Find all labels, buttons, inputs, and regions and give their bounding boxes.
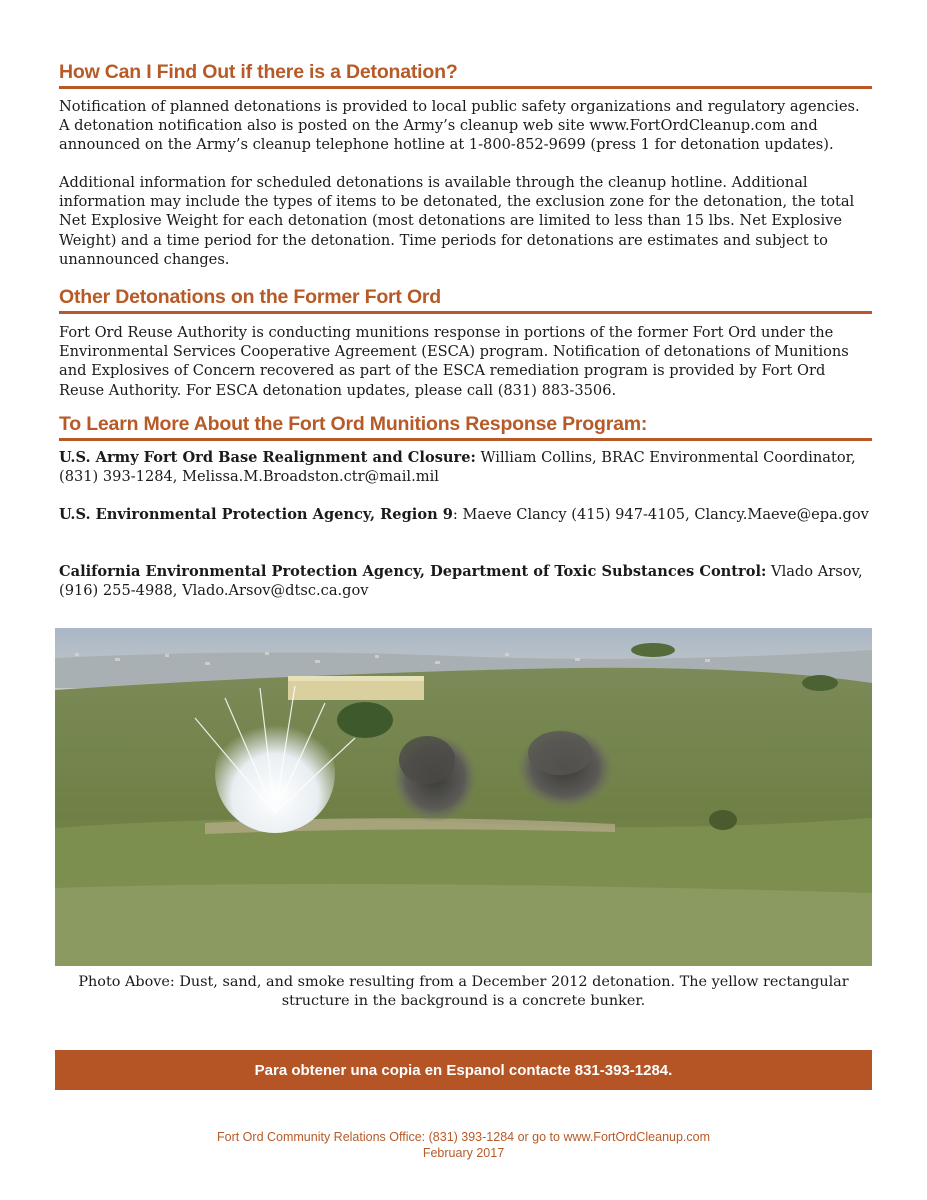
section-heading-learn-more: To Learn More About the Fort Ord Munitions Response Program: [59, 412, 872, 441]
detonation-photo [55, 628, 872, 966]
esca-paragraph: Fort Ord Reuse Authority is conducting munitions response in portions of the former Fort Ord under the Environmental Services Cooperative Agreement (ESCA) program. Notification of detonations of Munitions and Explosives of Concern recovered as part of the ESCA remediation program is provided by Fort Ord Reuse Authority. For ESCA detonation updates, please call (831) 883-3506. [59, 324, 849, 399]
section-heading-other-detonations: Other Detonations on the Former Fort Ord [59, 285, 872, 314]
additional-info-paragraph: Additional information for scheduled detonations is available through the cleanup hotline. Additional information may include the types of items to be detonated, the exclusion zone for the detonation, the total Net Explosive Weight for each detonation (most detonations are limited to less than 15 lbs. Net Explosive Weight) and a time period for the detonation. Time periods for detonations are estimates and subject to unannounced changes. [59, 174, 855, 268]
contact-army-brac [59, 448, 872, 486]
spanish-copy-banner: Para obtener una copia en Espanol contacte 831-393-1284. [55, 1050, 872, 1090]
footer-contact-line: Fort Ord Community Relations Office: (831) 393-1284 or go to www.FortOrdCleanup.com [216, 1130, 711, 1144]
section-heading-detonation-info: How Can I Find Out if there is a Detonation? [59, 60, 872, 89]
contact-epa [59, 505, 872, 524]
contact-details: William Collins, BRAC Environmental Coordinator, (831) 393-1284, Melissa.M.Broadston.ctr@mail.mil [59, 449, 856, 486]
contact-org: U.S. Army Fort Ord Base Realignment and Closure: [59, 449, 476, 466]
footer [0, 1129, 927, 1161]
contact-details: : Maeve Clancy (415) 947-4105, Clancy.Maeve@epa.gov [452, 506, 869, 523]
contact-org: California Environmental Protection Agency, Department of Toxic Substances Control: [59, 563, 767, 580]
detonation-notification-paragraph: Notification of planned detonations is provided to local public safety organizations and regulatory agencies. A detonation notification also is posted on the Army’s cleanup web site www.FortOrdCleanup.com and announced on the Army’s cleanup telephone hotline at 1-800-852-9699 (press 1 for detonation updates). [59, 98, 860, 154]
contact-org: U.S. Environmental Protection Agency, Region 9 [59, 506, 453, 523]
photo-caption: Photo Above: Dust, sand, and smoke resulting from a December 2012 detonation. The yellow rectangular structure in the background is a concrete bunker. [78, 974, 849, 1009]
contact-details: Vlado Arsov, (916) 255-4988, Vlado.Arsov@dtsc.ca.gov [59, 563, 863, 600]
contact-dtsc [59, 562, 872, 600]
footer-date: February 2017 [422, 1146, 505, 1160]
